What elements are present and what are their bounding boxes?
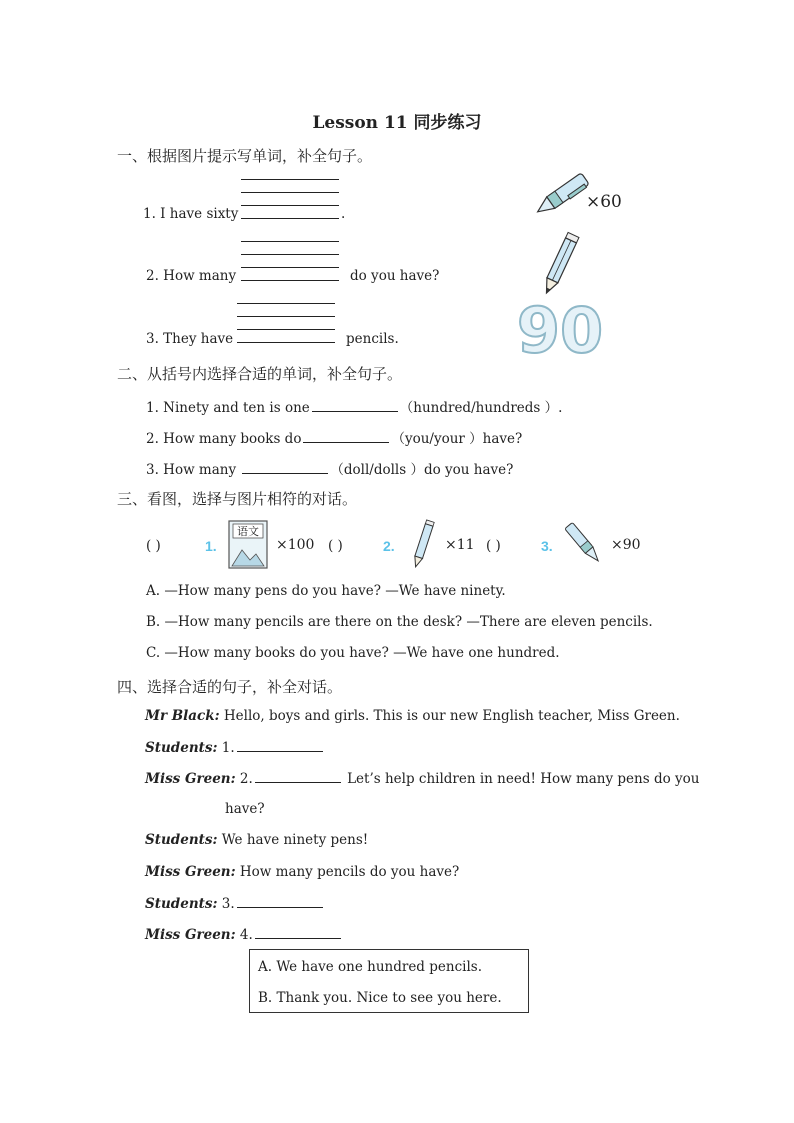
pen-count: ×60 (586, 192, 622, 212)
dialog-line-2 (145, 739, 325, 756)
part4-heading: 四、选择合适的句子，补全对话。 (117, 678, 343, 696)
chinese-book-icon (228, 520, 268, 570)
pencil-icon (540, 230, 580, 298)
ninety-number-image (516, 294, 604, 367)
part3-heading: 三、看图，选择与图片相符的对话。 (117, 490, 358, 508)
p2-q3-suffix: （doll/dolls ）do you have? (330, 462, 514, 478)
pen-icon (562, 518, 606, 570)
dialog-line-3-continued: have? (225, 801, 265, 817)
dialog-line-4 (145, 832, 368, 848)
speaker-name: Miss Green: (145, 864, 236, 880)
p3-option-b: B. —How many pencils are there on the desk? —There are eleven pencils. (146, 614, 653, 630)
p3-number-2: 2. (383, 538, 395, 554)
speaker-name: Students: (145, 832, 218, 848)
dialog-blank-2[interactable] (255, 770, 341, 783)
pens-count: ×90 (611, 537, 641, 553)
p2-q2-blank[interactable] (303, 430, 389, 443)
p1-q3-suffix: pencils. (346, 331, 399, 347)
p2-q1-prefix: 1. Ninety and ten is one (146, 400, 310, 416)
speaker-name: Miss Green: (145, 927, 236, 943)
dialog-text: Let’s help children in need! How many pens do you (347, 771, 700, 787)
p3-paren-3[interactable]: ( ) (486, 538, 501, 554)
speaker-name: Students: (145, 896, 218, 912)
dialog-line-5 (145, 864, 459, 880)
p2-q3-prefix: 3. How many (146, 462, 237, 478)
svg-text:语文: 语文 (237, 525, 259, 538)
q1-writing-lines[interactable] (241, 167, 339, 219)
dialog-text: How many pencils do you have? (239, 864, 460, 880)
options-box (249, 949, 529, 1013)
p1-q2-suffix: do you have? (350, 268, 440, 284)
p2-q1-suffix: （hundred/hundreds ）. (399, 400, 563, 416)
p2-q1-blank[interactable] (312, 399, 398, 412)
speaker-name: Mr Black: (145, 708, 220, 724)
page-title: Lesson 11 同步练习 (312, 113, 482, 133)
dialog-text: We have ninety pens! (221, 832, 369, 848)
svg-text:90: 90 (516, 294, 604, 367)
speaker-name: Students: (145, 740, 218, 756)
dialog-blank-1[interactable] (237, 739, 323, 752)
q2-writing-lines[interactable] (241, 229, 339, 281)
p3-number-3: 3. (541, 538, 553, 554)
pen-icon (532, 165, 592, 227)
blank-number: 2. (239, 771, 253, 787)
p3-option-a: A. —How many pens do you have? —We have ninety. (146, 583, 506, 599)
q3-writing-lines[interactable] (237, 291, 335, 343)
option-a: A. We have one hundred pencils. (258, 959, 482, 975)
dialog-line-3 (145, 770, 699, 787)
part2-heading: 二、从括号内选择合适的单词，补全句子。 (117, 365, 403, 383)
pencils-count: ×11 (445, 537, 475, 553)
p2-q3 (146, 458, 513, 478)
speaker-name: Miss Green: (145, 771, 236, 787)
p3-paren-1[interactable]: ( ) (146, 538, 161, 554)
dialog-text: Hello, boys and girls. This is our new English teacher, Miss Green. (223, 708, 680, 724)
p3-number-1: 1. (205, 538, 217, 554)
p1-q3-prefix: 3. They have (146, 331, 234, 347)
p2-q2-suffix: （you/your ）have? (391, 431, 523, 447)
p1-q2-prefix: 2. How many (146, 268, 237, 284)
books-count: ×100 (276, 537, 315, 553)
p3-option-c: C. —How many books do you have? —We have one hundred. (146, 645, 560, 661)
blank-number: 4. (239, 927, 253, 943)
part1-heading: 一、根据图片提示写单词，补全句子。 (117, 147, 373, 165)
p1-q1-suffix: . (341, 206, 346, 222)
blank-number: 3. (221, 896, 235, 912)
dialog-blank-4[interactable] (255, 926, 341, 939)
blank-number: 1. (221, 740, 235, 756)
p3-paren-2[interactable]: ( ) (328, 538, 343, 554)
dialog-blank-3[interactable] (237, 895, 323, 908)
p2-q2 (146, 427, 522, 447)
p2-q1 (146, 396, 562, 416)
pencil-icon (410, 518, 436, 570)
dialog-line-1 (145, 708, 680, 724)
p1-q1-prefix: 1. I have sixty (143, 206, 239, 222)
option-b: B. Thank you. Nice to see you here. (258, 990, 502, 1006)
dialog-line-6 (145, 895, 325, 912)
p2-q2-prefix: 2. How many books do (146, 431, 302, 447)
dialog-line-7 (145, 926, 343, 943)
p2-q3-blank[interactable] (242, 461, 328, 474)
